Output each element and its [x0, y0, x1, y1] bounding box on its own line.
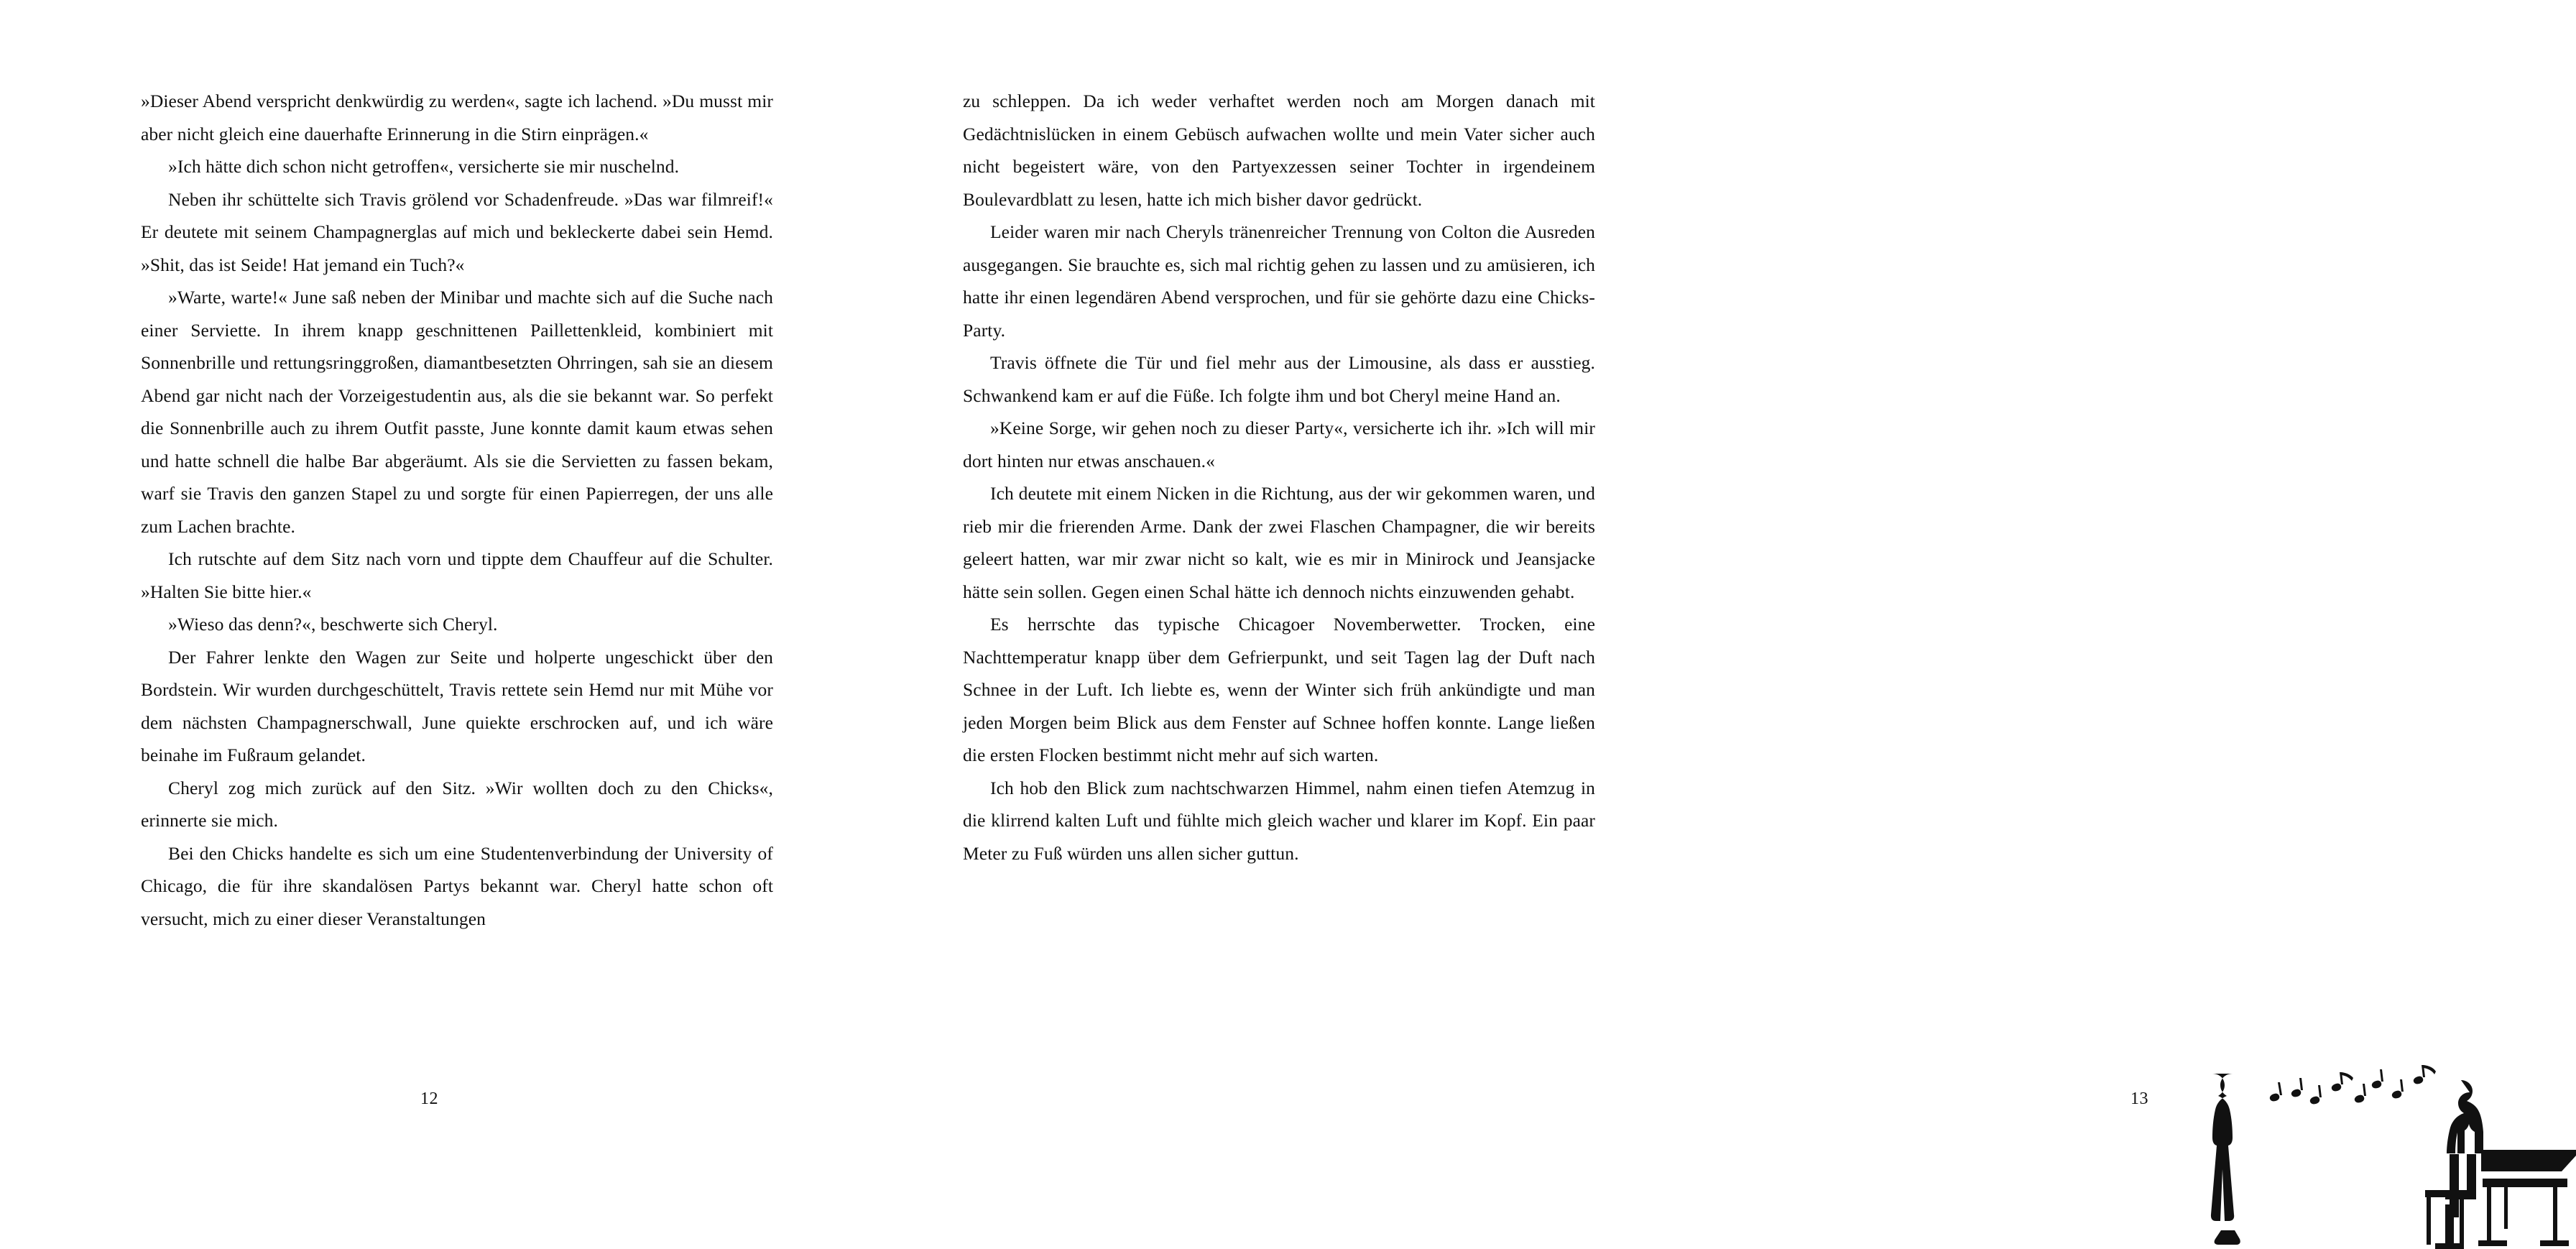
- page-number-left: 12: [420, 1089, 438, 1108]
- paragraph: Ich hob den Blick zum nachtschwarzen Himmel, nahm einen tiefen Atemzug in die klirrend kalten Luft und fühlte mich gleich wacher und klarer im Kopf. Ein paar Meter zu Fuß würden uns allen sicher guttun.: [963, 777, 1595, 864]
- paragraph: Der Fahrer lenkte den Wagen zur Seite und holperte ungeschickt über den Bordstein. Wir wurden durchgeschüttelt, Travis rettete sein Hemd nur mit Mühe vor dem nächsten Champagnerschwall, June quiekte erschrocken auf, und ich wäre beinahe im Fußraum gelandet.: [141, 646, 773, 765]
- paragraph: Ich deutete mit einem Nicken in die Richtung, aus der wir gekommen waren, und rieb mir die frierenden Arme. Dank der zwei Flaschen Champagner, die wir bereits geleert hatten, war mir zwar nicht so kalt, wie es mir in Minirock und Jeansjacke hätte sein sollen. Gegen einen Schal hätte ich dennoch nichts einzuwenden gehabt.: [963, 483, 1595, 602]
- paragraph: Ich rutschte auf dem Sitz nach vorn und tippte dem Chauffeur auf die Schulter. »Halten Sie bitte hier.«: [141, 548, 773, 602]
- paragraph: Leider waren mir nach Cheryls tränenreicher Trennung von Colton die Ausreden ausgegangen. Sie brauchte es, sich mal richtig gehen zu lassen und zu amüsieren, ich hatte ihr einen legendären Abend versprochen, und für sie gehörte dazu eine Chicks-Party.: [963, 221, 1595, 341]
- page-right: [862, 0, 2148, 1249]
- paragraph: Bei den Chicks handelte es sich um eine Studentenverbindung der University of Chicago, die für ihre skandalösen Partys bekannt war. Cheryl hatte schon oft versucht, mich zu einer dieser Veranstaltungen: [141, 842, 773, 929]
- paragraph: Cheryl zog mich zurück auf den Sitz. »Wir wollten doch zu den Chicks«, erinnerte sie mich.: [141, 777, 773, 831]
- paragraph: zu schleppen. Da ich weder verhaftet werden noch am Morgen danach mit Gedächtnislücken in einem Gebüsch aufwachen wollte und mein Vater sicher auch nicht begeistert wäre, von den Partyexzessen seiner Tochter in irgendeinem Boulevardblatt zu lesen, hatte ich mich bisher davor gedrückt.: [963, 91, 1595, 210]
- paragraph: »Wieso das denn?«, beschwerte sich Cheryl.: [168, 614, 498, 635]
- paragraph: »Ich hätte dich schon nicht getroffen«, versicherte sie mir nuschelnd.: [168, 156, 680, 177]
- paragraph: Es herrschte das typische Chicagoer Novemberwetter. Trocken, eine Nachttemperatur knapp über dem Gefrierpunkt, und seit Tagen lag der Duft nach Schnee in der Luft. Ich liebte es, wenn der Winter sich früh ankündigte und man jeden Morgen beim Blick aus dem Fenster auf Schnee hoffen konnte. Lange ließen die ersten Flocken bestimmt nicht mehr auf sich warten.: [963, 614, 1595, 765]
- page-number-right: 13: [2130, 1089, 2148, 1108]
- paragraph: Travis öffnete die Tür und fiel mehr aus der Limousine, als dass er ausstieg. Schwankend kam er auf die Füße. Ich folgte ihm und bot Cheryl meine Hand an.: [963, 352, 1595, 406]
- paragraph: »Dieser Abend verspricht denkwürdig zu werden«, sagte ich lachend. »Du musst mir aber nicht gleich eine dauerhafte Erinnerung in die Stirn einprägen.«: [141, 91, 773, 144]
- paragraph: Neben ihr schüttelte sich Travis grölend vor Schadenfreude. »Das war filmreif!« Er deutete mit seinem Champagnerglas auf mich und bekleckerte dabei sein Hemd. »Shit, das ist Seide! Hat jemand ein Tuch?«: [141, 188, 773, 275]
- right-page-textblock: [963, 85, 1595, 870]
- paragraph: »Keine Sorge, wir gehen noch zu dieser Party«, versicherte ich ihr. »Ich will mir dort hinten nur etwas anschauen.«: [963, 418, 1595, 471]
- woman-and-pianist-silhouette-icon: [2188, 1064, 2576, 1249]
- left-page-textblock: [141, 85, 773, 935]
- page-left: [0, 0, 862, 1249]
- paragraph: »Warte, warte!« June saß neben der Minibar und machte sich auf die Suche nach einer Serviette. In ihrem knapp geschnittenen Paillettenkleid, kombiniert mit Sonnenbrille und rettungsringgroßen, diamantbesetzten Ohrringen, sah sie an diesem Abend gar nicht nach der Vorzeigestudentin aus, als die sie bekannt war. So perfekt die Sonnenbrille auch zu ihrem Outfit passte, June konnte damit kaum etwas sehen und hatte schnell die halbe Bar abgeräumt. Als sie die Servietten zu fassen bekam, warf sie Travis den ganzen Stapel zu und sorgte für einen Papierregen, der uns alle zum Lachen brachte.: [141, 287, 773, 537]
